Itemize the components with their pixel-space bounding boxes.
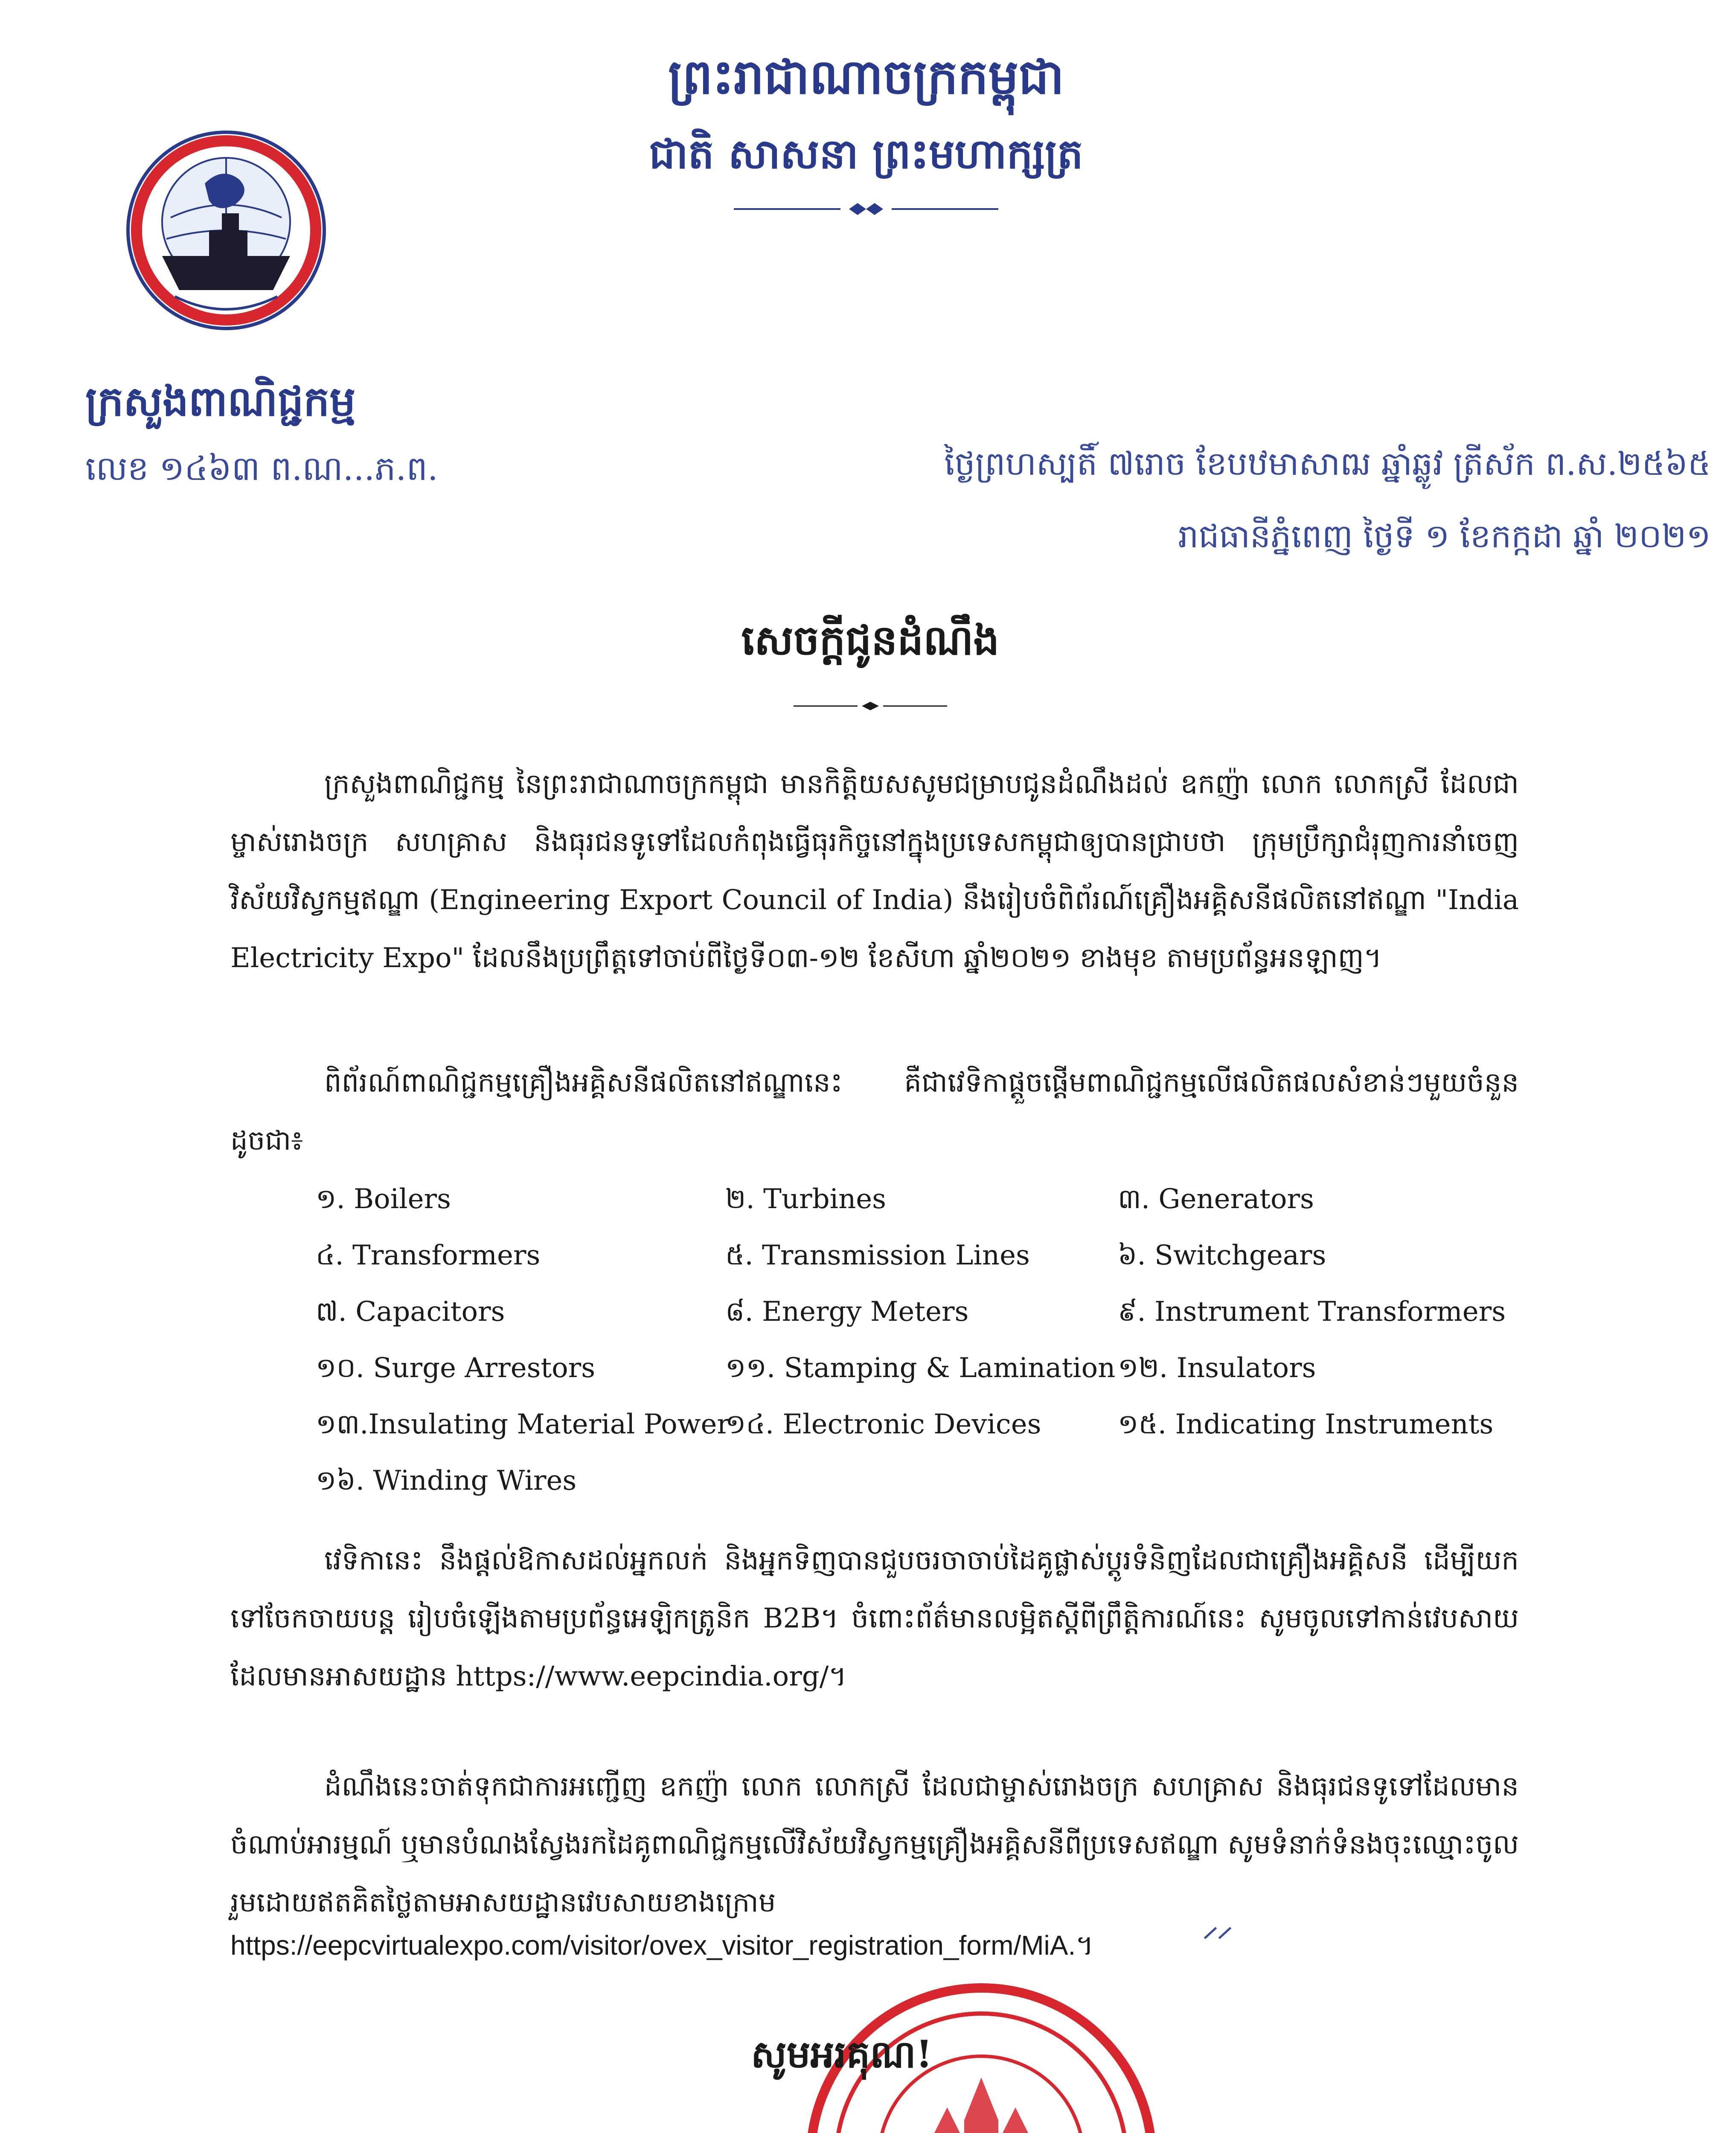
list-item: ១០. Surge Arrestors	[316, 1352, 596, 1384]
ministry-logo	[124, 128, 329, 333]
list-item: ១៣.Insulating Material Power	[316, 1409, 730, 1440]
title-ornament	[794, 700, 947, 712]
list-item: ៦. Switchgears	[1118, 1240, 1326, 1271]
paragraph-invitation: ដំណឹងនេះចាត់ទុកជាការអញ្ជើញ ឧកញ៉ា លោក លោកស្រី ដែលជាម្ចាស់រោងចក្រ សហគ្រាស និងធុរជនទូទៅដែលមានចំណាប់អារម្មណ៍ ឬមានបំណងស្វែងរកដៃគូពាណិជ្ជកម្មលើវិស័យវិស្វកម្មគ្រឿងអគ្គិសនីពីប្រទេសឥណ្ឌា សូមទំនាក់ទំនងចុះឈ្មោះចូលរួមដោយឥតគិតថ្លៃតាមអាសយដ្ឋានវេបសាយខាងក្រោម	[230, 1771, 1519, 1918]
list-item: ៣. Generators	[1118, 1183, 1314, 1215]
motto-ornament	[734, 201, 998, 218]
list-item: ៤. Transformers	[316, 1240, 541, 1271]
document-title: សេចក្តីជូនដំណឹង	[741, 616, 1000, 664]
list-item: ៩. Instrument Transformers	[1118, 1296, 1506, 1328]
list-item: ១១. Stamping & Lamination	[725, 1352, 1116, 1384]
list-item: ១៦. Winding Wires	[316, 1465, 577, 1497]
paragraph-products-lead: ពិព័រណ៍ពាណិជ្ជកម្មគ្រឿងអគ្គិសនីផលិតនៅឥណ្ឌានេះ គឺជាវេទិកាផ្តួចផ្តើមពាណិជ្ជកម្មលើផលិតផលសំខាន់ៗមួយចំនួនដូចជា៖	[230, 1067, 1519, 1157]
list-item: ៧. Capacitors	[316, 1296, 505, 1328]
paragraph-intro: ក្រសួងពាណិជ្ជកម្ម នៃព្រះរាជាណាចក្រកម្ពុជា មានកិត្តិយសសូមជម្រាបជូនដំណឹងដល់ ឧកញ៉ា លោក លោកស្រី ដែលជាម្ចាស់រោងចក្រ សហគ្រាស និងធុរជនទូទៅដែលកំពុងធ្វើធុរកិច្ចនៅក្នុងប្រទេសកម្ពុជាឲ្យបានជ្រាបថា ក្រុមប្រឹក្សាជំរុញការនាំចេញវិស័យវិស្វកម្មឥណ្ឌា (Engineering Export Council of India) នឹងរៀបចំពិព័រណ៍គ្រឿងអគ្គិសនីផលិតនៅឥណ្ឌា "India Electricity Expo" ដែលនឹងប្រព្រឹត្តទៅចាប់ពីថ្ងៃទី០៣-១២ ខែសីហា ឆ្នាំ២០២១ ខាងមុខ តាមប្រព័ន្ធអនឡាញ។	[230, 768, 1519, 974]
list-item: ១៥. Indicating Instruments	[1118, 1409, 1494, 1440]
paragraph-platform: វេទិកានេះ នឹងផ្តល់ឱកាសដល់អ្នកលក់ និងអ្នកទិញបានជួបចរចាចាប់ដៃគូផ្លាស់ប្តូរទំនិញដែលជាគ្រឿងអគ្គិសនី ដើម្បីយកទៅចែកចាយបន្ត រៀបចំឡើងតាមប្រព័ន្ធអេឡិកត្រូនិក B2B។ ចំពោះព័ត៌មានលម្អិតស្តីពីព្រឹត្តិការណ៍នេះ សូមចូលទៅកាន់វេបសាយដែលមានអាសយដ្ឋាន https://www.eepcindia.org/។	[230, 1545, 1519, 1692]
ministry-name: ក្រសួងពាណិជ្ជកម្ម	[85, 377, 356, 425]
list-item: ១. Boilers	[316, 1183, 451, 1215]
lunar-date: ថ្ងៃព្រហស្បតិ៍ ៧រោច ខែបឋមាសាឍ ឆ្នាំឆ្លូវ ត្រីស័ក ព.ស.២៥៦៥	[944, 445, 1711, 482]
reference-number: លេខ ១៤៦៣ ព.ណ...ភ.ព.	[85, 450, 438, 488]
registration-link[interactable]: https://eepcvirtualexpo.com/visitor/ovex_visitor_registration_form/MiA.។	[230, 1930, 1094, 1961]
list-item: ១២. Insulators	[1118, 1352, 1316, 1384]
closing-thanks: សូមអរគុណ!	[751, 2032, 933, 2076]
list-item: ៨. Energy Meters	[725, 1296, 969, 1328]
product-list	[316, 1182, 1536, 1523]
list-item: ២. Turbines	[725, 1183, 886, 1215]
list-item: ៥. Transmission Lines	[725, 1240, 1030, 1271]
national-motto: ជាតិ សាសនា ព្រះមហាក្សត្រ	[649, 130, 1083, 178]
solar-date: រាជធានីភ្នំពេញ ថ្ងៃទី ១ ខែកក្កដា ឆ្នាំ ២០២១	[1178, 517, 1711, 555]
kingdom-heading: ព្រះរាជាណាចក្រកម្ពុជា	[668, 49, 1064, 105]
list-item: ១៤. Electronic Devices	[725, 1409, 1041, 1440]
handwritten-initials: ᐟᐟ	[1199, 1920, 1228, 1959]
